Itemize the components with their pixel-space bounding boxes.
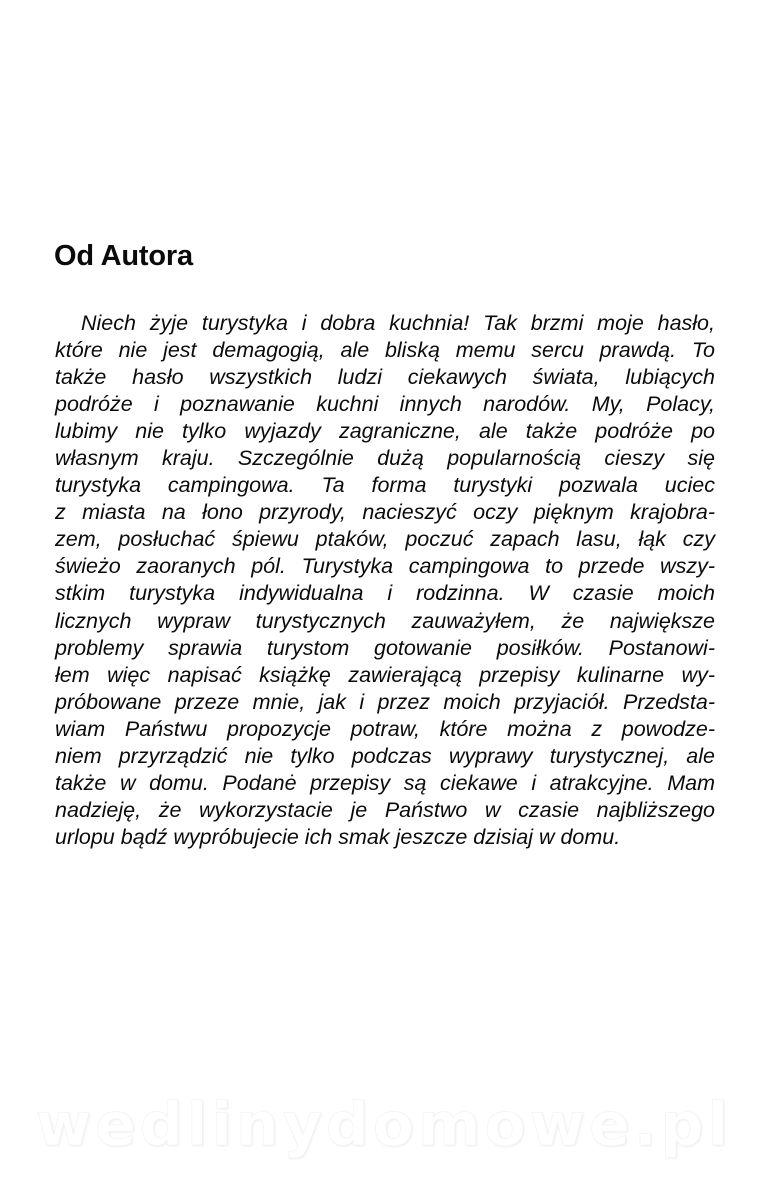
paragraph-line: turystyka campingowa. Ta forma turystyki pozwala uciec — [55, 473, 715, 498]
paragraph-line: urlopu bądź wypróbujecie ich smak jeszcze dzisiaj w domu. — [55, 824, 621, 849]
paragraph-line: lubimy nie tylko wyjazdy zagraniczne, ale także podróże po — [55, 419, 715, 444]
paragraph-line: stkim turystyka indywidualna i rodzinna. W czasie moich — [55, 581, 715, 606]
paragraph-line: łem więc napisać książkę zawierającą przepisy kulinarne wy- — [55, 662, 715, 687]
watermark: wedlinydomowe.pl — [35, 1090, 733, 1160]
paragraph-line: Niech żyje turystyka i dobra kuchnia! Tak brzmi moje hasło, — [81, 311, 715, 335]
paragraph-line: które nie jest demagogią, ale bliską memu sercu prawdą. To — [55, 338, 715, 363]
paragraph-line: wiam Państwu propozycje potraw, które można z powodze- — [55, 716, 715, 741]
paragraph-line: próbowane przeze mnie, jak i przez moich przyjaciół. Przedsta- — [55, 689, 715, 714]
paragraph-line: problemy sprawia turystom gotowanie posiłków. Postanowi- — [55, 635, 715, 660]
paragraph-line: nadzieję, że wykorzystacie je Państwo w czasie najbliższego — [55, 797, 715, 822]
paragraph-line: niem przyrządzić nie tylko podczas wyprawy turystycznej, ale — [55, 743, 715, 768]
paragraph-line: licznych wypraw turystycznych zauważyłem, że największe — [55, 608, 715, 633]
paragraph-line: z miasta na łono przyrody, nacieszyć oczy pięknym krajobra- — [55, 500, 715, 525]
paragraph-line: podróże i poznawanie kuchni innych narodów. My, Polacy, — [55, 392, 715, 417]
paragraph-line: także w domu. Podanė przepisy są ciekawe i atrakcyjne. Mam — [55, 770, 715, 795]
paragraph-line: świeżo zaoranych pól. Turystyka campingowa to przede wszy- — [55, 554, 715, 579]
paragraph-line: także hasło wszystkich ludzi ciekawych świata, lubiących — [55, 365, 715, 390]
preface-paragraph — [55, 310, 715, 851]
page-title: Od Autora — [54, 240, 193, 272]
paragraph-line: zem, posłuchać śpiewu ptaków, poczuć zapach lasu, łąk czy — [55, 527, 715, 552]
paragraph-line: własnym kraju. Szczególnie dużą popularnością cieszy się — [55, 446, 715, 471]
